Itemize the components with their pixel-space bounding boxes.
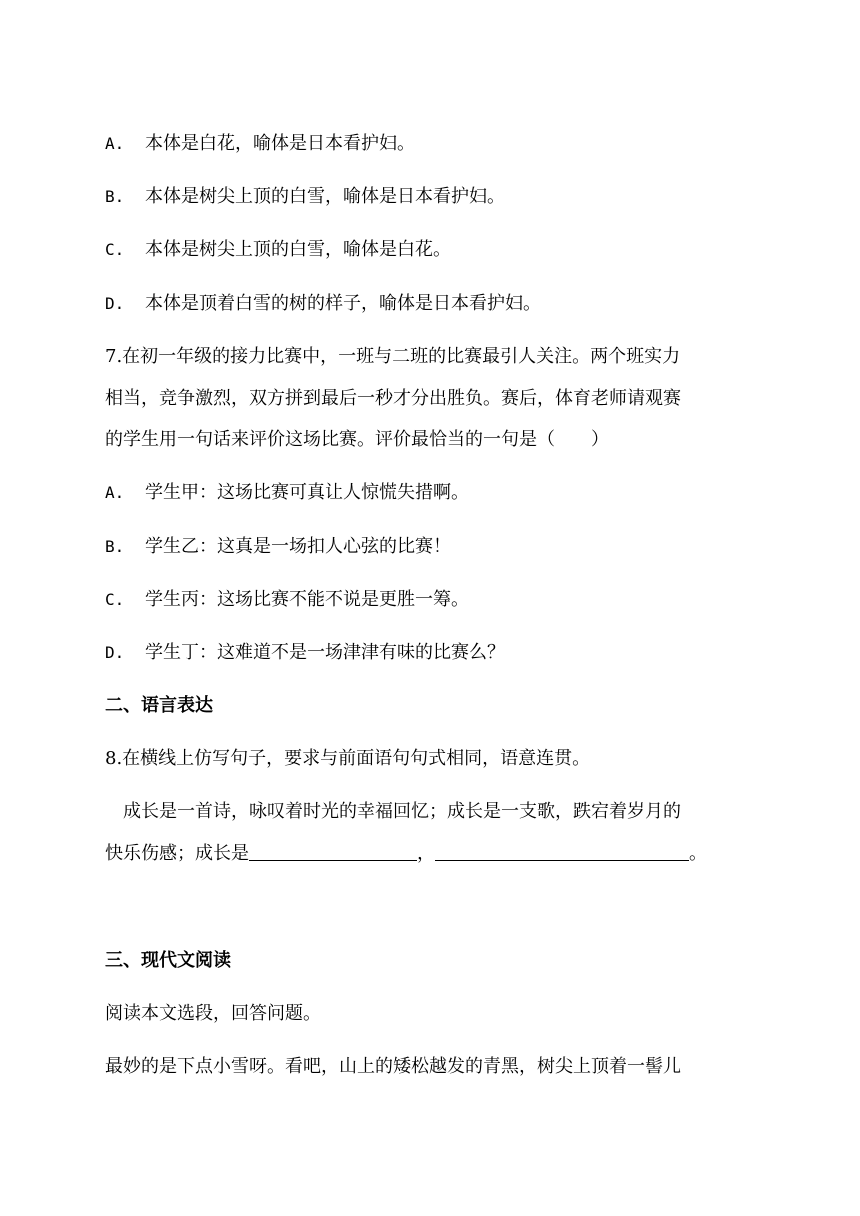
q7-line-3: 的学生用一句话来评价这场比赛。评价最恰当的一句是（ ） (105, 429, 609, 450)
q8-example-line-2 (105, 842, 707, 866)
option-letter: B. (105, 187, 125, 206)
reading-instruction: 阅读本文选段，回答问题。 (105, 1003, 321, 1024)
answer-blank-1[interactable] (249, 842, 417, 861)
q8-line2-end: 。 (689, 843, 707, 864)
option-text: 学生丁：这难道不是一场津津有味的比赛么？ (145, 642, 505, 663)
option-text: 学生甲：这场比赛可真让人惊慌失措啊。 (145, 482, 469, 503)
answer-blank-2[interactable] (435, 842, 689, 861)
q7-option-b (105, 535, 451, 559)
section-heading-modern-reading: 三、现代文阅读 (105, 950, 231, 971)
option-letter: B. (105, 537, 125, 556)
q6-option-a (105, 132, 415, 156)
q6-option-c (105, 238, 451, 262)
option-text: 本体是白花，喻体是日本看护妇。 (145, 133, 415, 154)
q6-option-d (105, 292, 541, 316)
option-letter: A. (105, 483, 125, 502)
q8-line2-start: 快乐伤感；成长是 (105, 843, 249, 864)
option-text: 本体是树尖上顶的白雪，喻体是白花。 (145, 239, 451, 260)
option-text: 本体是顶着白雪的树的样子，喻体是日本看护妇。 (145, 293, 541, 314)
q8-line2-sep: ， (417, 843, 435, 864)
option-letter: D. (105, 294, 125, 313)
option-letter: C. (105, 240, 125, 259)
q6-option-b (105, 185, 505, 209)
q7-option-a (105, 481, 469, 505)
q7-line-2: 相当，竞争激烈，双方拼到最后一秒才分出胜负。赛后，体育老师请观赛 (105, 388, 681, 409)
q7-line-1: 7.在初一年级的接力比赛中，一班与二班的比赛最引人关注。两个班实力 (105, 346, 681, 367)
q8-prompt: 8.在横线上仿写句子，要求与前面语句句式相同，语意连贯。 (105, 748, 591, 769)
option-letter: D. (105, 643, 125, 662)
option-letter: C. (105, 590, 125, 609)
q8-example-line-1: 成长是一首诗，咏叹着时光的幸福回忆；成长是一支歌，跌宕着岁月的 (105, 801, 681, 822)
option-letter: A. (105, 134, 125, 153)
section-heading-language-expression: 二、语言表达 (105, 695, 213, 716)
q7-option-c (105, 588, 469, 612)
q7-option-d (105, 641, 505, 665)
option-text: 学生丙：这场比赛不能不说是更胜一筹。 (145, 589, 469, 610)
reading-passage-line-1: 最妙的是下点小雪呀。看吧，山上的矮松越发的青黑，树尖上顶着一髻儿 (105, 1056, 681, 1077)
option-text: 学生乙：这真是一场扣人心弦的比赛！ (145, 536, 451, 557)
option-text: 本体是树尖上顶的白雪，喻体是日本看护妇。 (145, 186, 505, 207)
